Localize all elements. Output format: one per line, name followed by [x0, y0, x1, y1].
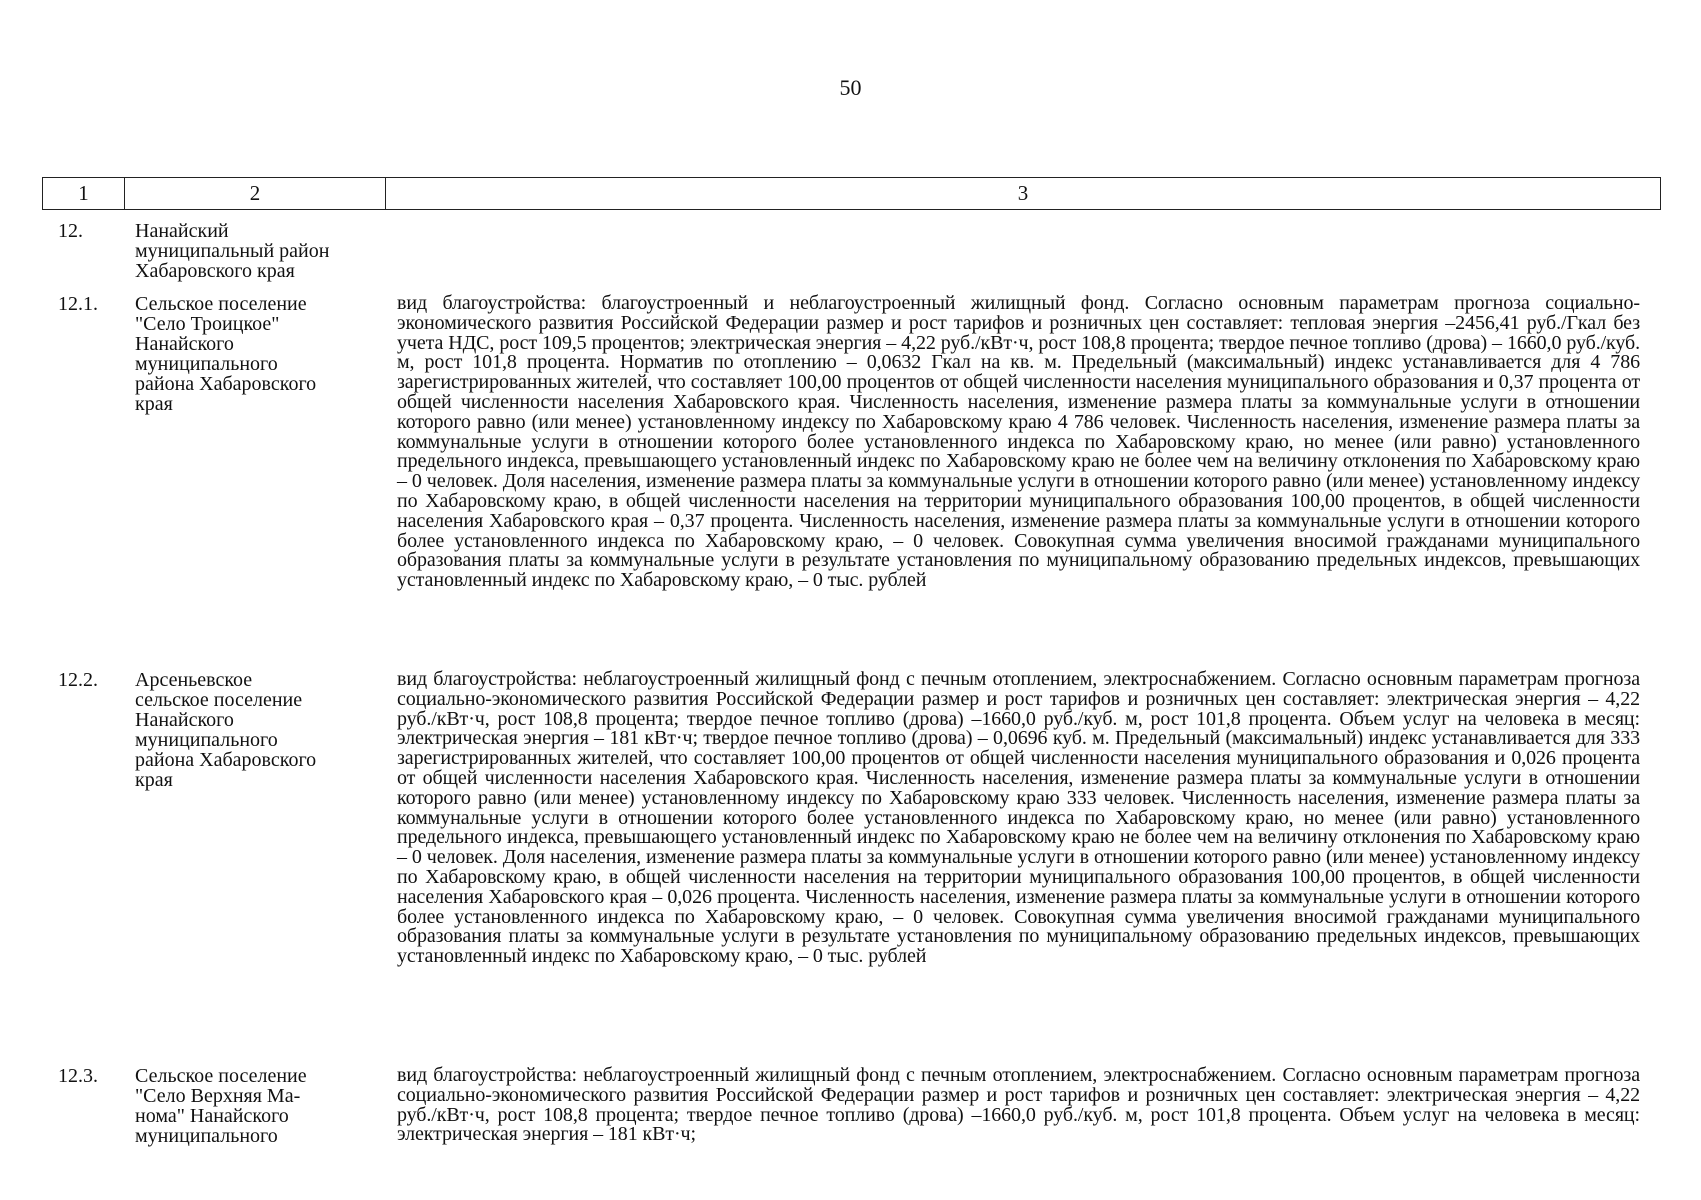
row-number: 12.3.	[58, 1065, 98, 1087]
page-number: 50	[839, 75, 862, 100]
header-cell-3: 3	[1017, 181, 1029, 205]
row-description: вид благоустройства: благоустроенный и неблагоустроенный жилищный фонд. Согласно основным параметрам прогноза социально-экономического развития Российской Федерации размер и рост тарифов и розничных цен составляет: тепловая энергия –2456,41 руб./Гкал без учета НДС, рост 109,5 процентов; электрическая энергия – 4,22 руб./кВт·ч, рост 108,8 процента; твердое печное топливо (дрова) – 1660,0 руб./куб. м, рост 101,8 процента. Норматив по отоплению – 0,0632 Гкал на кв. м. Предельный (максимальный) индекс устанавливается для 4 786 зарегистрированных жителей, что составляет 100,00 процентов от общей численности населения муниципального образования и 0,37 процента от общей численности населения Хабаровского края. Численность населения, изменение размера платы за коммунальные услуги в отношении которого равно (или менее) установленному индексу по Хабаровскому краю 4 786 человек. Численность населения, изменение размера платы за коммунальные услуги в отношении которого более установленного индекса по Хабаровскому краю, но менее (или равно) установленного предельного индекса, превышающего установленный индекс по Хабаровскому краю не более чем на величину отклонения по Хабаровскому краю – 0 человек. Доля населения, изменение размера платы за коммунальные услуги в отношении которого равно (или менее) установленному индексу по Хабаровскому краю, в общей численности населения на территории муниципального образования 100,00 процентов, в общей численности населения Хабаровского края – 0,37 процента. Численность населения, изменение размера платы за коммунальные услуги в отношении которого более установленного индекса по Хабаровскому краю, – 0 человек. Совокупная сумма увеличения вносимой гражданами муниципального образования платы за коммунальные услуги в результате установления по муниципальному образованию предельных индексов, превышающих установленный индекс по Хабаровскому краю, – 0 тыс. рублей	[397, 292, 1640, 592]
municipality-name: Сельское поселение "Село Троицкое" Нанайского муниципального района Хабаровского края	[135, 293, 317, 415]
header-cell-2: 2	[125, 178, 386, 209]
row-number: 12.2.	[58, 669, 98, 691]
table-header	[42, 177, 1661, 210]
row-number: 12.1.	[58, 293, 98, 315]
municipality-name: Нанайский муниципальный район Хабаровского края	[135, 220, 330, 282]
row-number: 12.	[58, 220, 83, 242]
municipality-name: Сельское поселение "Село Верхняя Ма- нома" Нанайского муниципального	[135, 1065, 307, 1147]
header-cell-1: 1	[43, 178, 125, 209]
row-description: вид благоустройства: неблагоустроенный жилищный фонд с печным отоплением, электроснабжением. Согласно основным параметрам прогноза социально-экономического развития Российской Федерации размер и рост тарифов и розничных цен составляет: электрическая энергия – 4,22 руб./кВт·ч, рост 108,8 процента; твердое печное топливо (дрова) –1660,0 руб./куб. м, рост 101,8 процента. Объем услуг на человека в месяц: электрическая энергия – 181 кВт·ч; твердое печное топливо (дрова) – 0,0696 куб. м. Предельный (максимальный) индекс устанавливается для 333 зарегистрированных жителей, что составляет 100,00 процентов от общей численности населения муниципального образования и 0,026 процента от общей численности населения Хабаровского края. Численность населения, изменение размера платы за коммунальные услуги в отношении которого равно (или менее) установленному индексу по Хабаровскому краю 333 человек. Численность населения, изменение размера платы за коммунальные услуги в отношении которого более установленного индекса по Хабаровскому краю, но менее (или равно) установленного предельного индекса, превышающего установленный индекс по Хабаровскому краю не более чем на величину отклонения по Хабаровскому краю – 0 человек. Доля населения, изменение размера платы за коммунальные услуги в отношении которого равно (или менее) установленному индексу по Хабаровскому краю, в общей численности населения на территории муниципального образования 100,00 процентов, в общей численности населения Хабаровского края – 0,026 процента. Численность населения, изменение размера платы за коммунальные услуги в отношении которого более установленного индекса по Хабаровскому краю, – 0 человек. Совокупная сумма увеличения вносимой гражданами муниципального образования платы за коммунальные услуги в результате установления по муниципальному образованию предельных индексов, превышающих установленный индекс по Хабаровскому краю, – 0 тыс. рублей	[397, 668, 1640, 968]
row-description: вид благоустройства: неблагоустроенный жилищный фонд с печным отоплением, электроснабжением. Согласно основным параметрам прогноза социально-экономического развития Российской Федерации размер и рост тарифов и розничных цен составляет: электрическая энергия – 4,22 руб./кВт·ч, рост 108,8 процента; твердое печное топливо (дрова) –1660,0 руб./куб. м, рост 101,8 процента. Объем услуг на человека в месяц: электрическая энергия – 181 кВт·ч;	[397, 1064, 1640, 1146]
municipality-name: Арсеньевское сельское поселение Нанайского муниципального района Хабаровского края	[135, 669, 317, 791]
